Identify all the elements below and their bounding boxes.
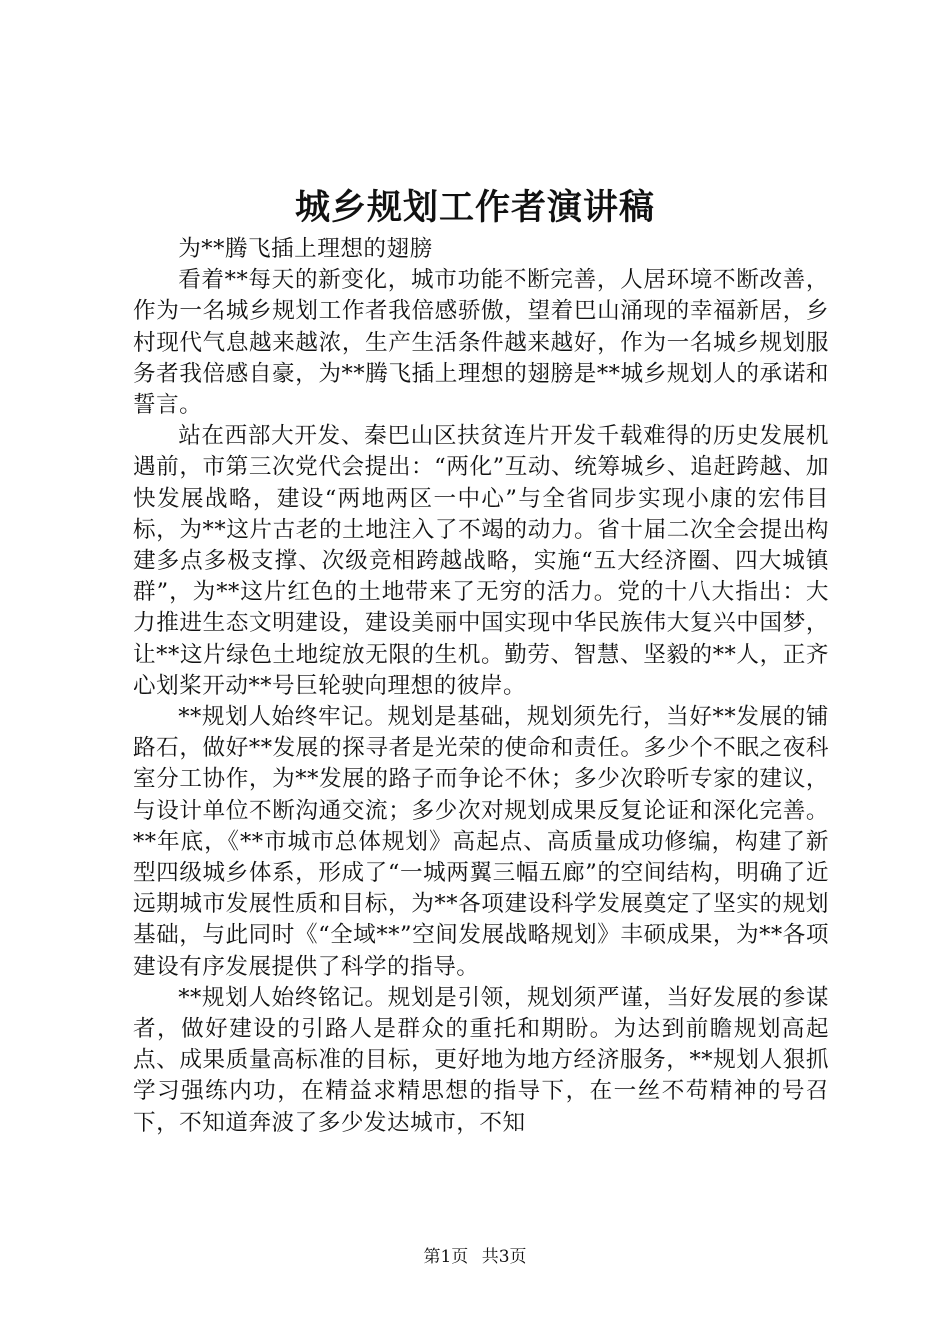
subtitle-paragraph: 为**腾飞插上理想的翅膀 [178,236,433,262]
page-footer [0,1245,950,1269]
page-number: 第1页 [423,1247,469,1267]
body-paragraph: 看着**每天的新变化，城市功能不断完善，人居环境不断改善，作为一名城乡规划工作者我倍感骄傲，望着巴山涌现的幸福新居，乡村现代气息越来越浓，生产生活条件越来越好，作为一名城乡规划服务者我倍感自豪，为**腾飞插上理想的翅膀是**城乡规划人的承诺和誓言。 [133,267,829,419]
document-body [133,234,829,1139]
body-paragraph: **规划人始终铭记。规划是引领，规划须严谨，当好发展的参谋者，做好建设的引路人是群众的重托和期盼。为达到前瞻规划高起点、成果质量高标准的目标，更好地为地方经济服务，**规划人狠抓学习强练内功，在精益求精思想的指导下，在一丝不苟精神的号召下，不知道奔波了多少发达城市，不知 [133,984,829,1136]
page-title: 城乡规划工作者演讲稿 [294,187,655,228]
page-total: 共3页 [481,1247,527,1267]
body-paragraph: 站在西部大开发、秦巴山区扶贫连片开发千载难得的历史发展机遇前，市第三次党代会提出：“两化”互动、统筹城乡、追赶跨越、加快发展战略，建设“两地两区一中心”与全省同步实现小康的宏伟目标，为**这片古老的土地注入了不竭的动力。省十届二次全会提出构建多点多极支撑、次级竞相跨越战略，实施“五大经济圈、四大城镇群”，为**这片红色的土地带来了无穷的活力。党的十八大指出：大力推进生态文明建设，建设美丽中国实现中华民族伟大复兴中国梦，让**这片绿色土地绽放无限的生机。勤劳、智慧、坚毅的**人，正齐心划桨开动**号巨轮驶向理想的彼岸。 [133,423,829,699]
body-paragraph: **规划人始终牢记。规划是基础，规划须先行，当好**发展的铺路石，做好**发展的探寻者是光荣的使命和责任。多少个不眠之夜科室分工协作，为**发展的路子而争论不休；多少次聆听专家的建议，与设计单位不断沟通交流；多少次对规划成果反复论证和深化完善。**年底，《**市城市总体规划》高起点、高质量成功修编，构建了新型四级城乡体系，形成了“一城两翼三幅五廊”的空间结构，明确了近远期城市发展性质和目标，为**各项建设科学发展奠定了坚实的规划基础，与此同时《“全域**”空间发展战略规划》丰硕成果，为**各项建设有序发展提供了科学的指导。 [133,704,829,980]
